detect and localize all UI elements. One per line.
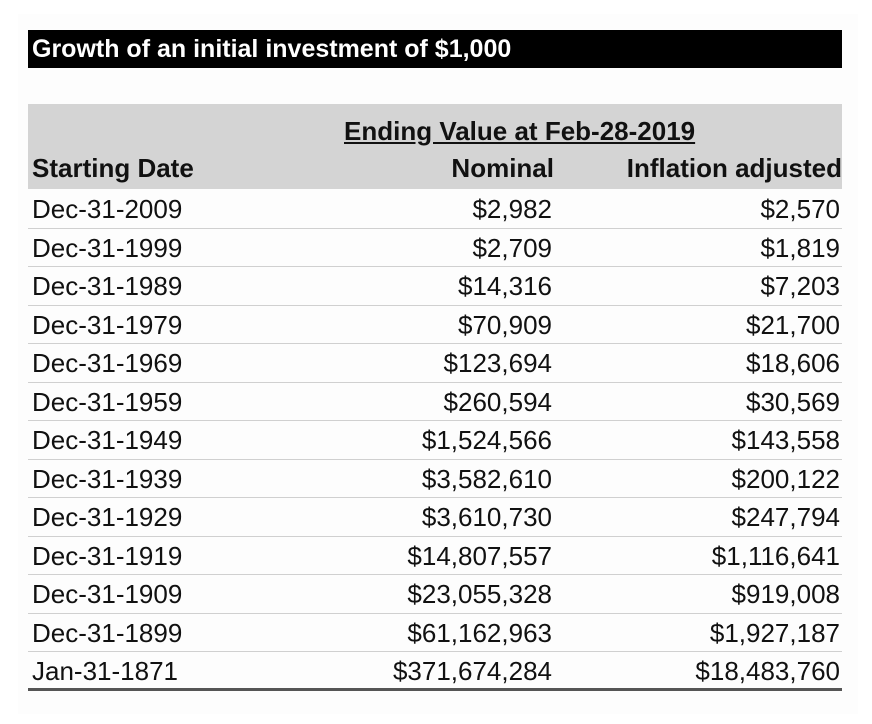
table-row	[28, 229, 842, 268]
cell-nominal: $14,316	[458, 271, 552, 301]
cell-inflation-adjusted: $1,927,187	[709, 617, 840, 648]
cell-starting-date: Dec-31-1989	[32, 271, 183, 301]
cell-starting-date: Dec-31-1929	[32, 502, 183, 532]
cell-nominal: $61,162,963	[407, 617, 552, 648]
cell-inflation-adjusted: $30,569	[746, 386, 840, 417]
cell-nominal: $23,055,328	[407, 579, 552, 609]
table-row	[28, 614, 842, 653]
cell-inflation-adjusted: $247,794	[731, 502, 840, 532]
column-header-nominal: Nominal	[451, 153, 554, 183]
cell-inflation-adjusted: $919,008	[731, 579, 840, 609]
table-row	[28, 306, 842, 345]
cell-starting-date: Dec-31-2009	[32, 194, 183, 224]
cell-starting-date: Dec-31-1979	[32, 309, 183, 340]
table-row	[28, 421, 842, 460]
table-row	[28, 190, 842, 229]
cell-starting-date: Dec-31-1959	[32, 386, 183, 417]
cell-nominal: $3,610,730	[421, 502, 552, 532]
cell-nominal: $3,582,610	[421, 463, 552, 494]
column-header-starting-date: Starting Date	[32, 153, 194, 183]
table-row	[28, 344, 842, 383]
cell-starting-date: Dec-31-1899	[32, 617, 183, 648]
cell-nominal: $260,594	[443, 386, 552, 417]
table-row	[28, 652, 842, 691]
cell-starting-date: Dec-31-1969	[32, 348, 183, 378]
cell-starting-date: Dec-31-1949	[32, 425, 183, 455]
cell-inflation-adjusted: $1,819	[760, 232, 840, 263]
cell-nominal: $2,982	[472, 194, 552, 224]
table-title: Growth of an initial investment of $1,000	[28, 30, 842, 68]
cell-nominal: $371,674,284	[392, 656, 552, 686]
cell-inflation-adjusted: $2,570	[760, 194, 840, 224]
table-row	[28, 460, 842, 499]
cell-inflation-adjusted: $143,558	[731, 425, 840, 455]
cell-starting-date: Dec-31-1909	[32, 579, 183, 609]
table-row	[28, 575, 842, 614]
group-header-ending-value: Ending Value at Feb-28-2019	[344, 116, 696, 146]
cell-inflation-adjusted: $21,700	[746, 309, 840, 340]
table-row	[28, 383, 842, 422]
table-row	[28, 267, 842, 306]
cell-starting-date: Dec-31-1939	[32, 463, 183, 494]
cell-nominal: $1,524,566	[421, 425, 552, 455]
cell-starting-date: Dec-31-1999	[32, 232, 183, 263]
table-row	[28, 537, 842, 576]
cell-nominal: $70,909	[458, 309, 552, 340]
cell-inflation-adjusted: $18,483,760	[695, 656, 840, 686]
cell-inflation-adjusted: $1,116,641	[711, 540, 840, 571]
cell-nominal: $123,694	[443, 348, 552, 378]
cell-inflation-adjusted: $200,122	[731, 463, 840, 494]
cell-inflation-adjusted: $7,203	[760, 271, 840, 301]
cell-starting-date: Dec-31-1919	[32, 540, 183, 571]
cell-nominal: $14,807,557	[407, 540, 552, 571]
cell-starting-date: Jan-31-1871	[32, 656, 178, 686]
cell-inflation-adjusted: $18,606	[746, 348, 840, 378]
column-header-inflation-adjusted: Inflation adjusted	[626, 153, 842, 183]
cell-nominal: $2,709	[472, 232, 552, 263]
table-row	[28, 498, 842, 537]
table-body	[28, 190, 842, 691]
